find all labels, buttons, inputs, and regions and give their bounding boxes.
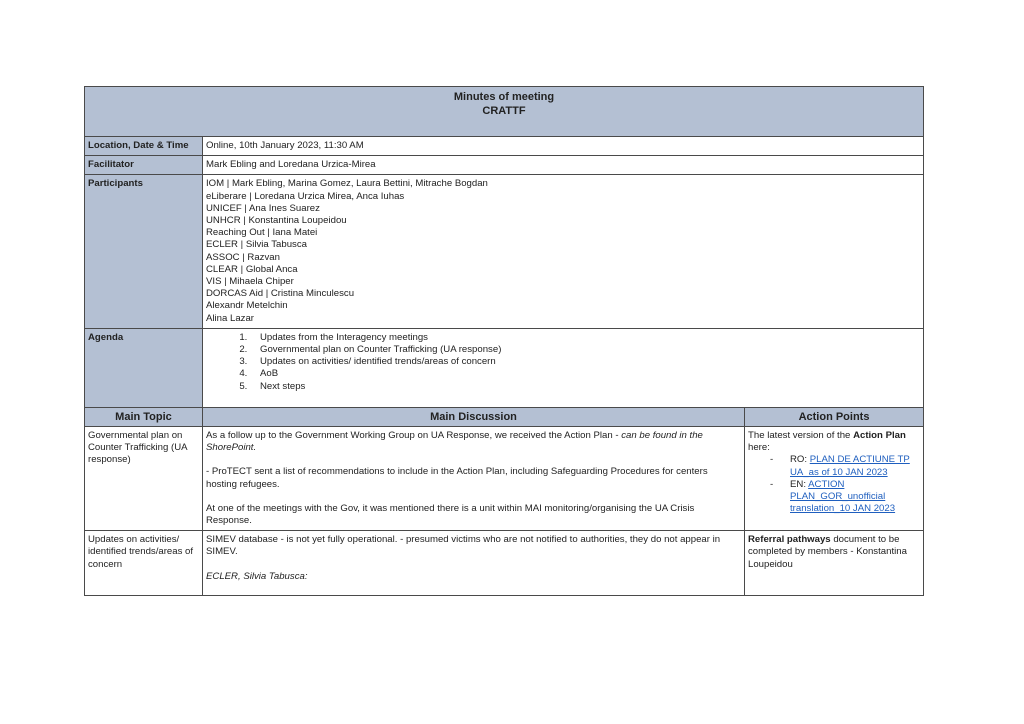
- minutes-table: [84, 86, 924, 596]
- agenda-item: 4. AoB: [250, 368, 920, 380]
- discussion-text: As a follow up to the Government Working Group on UA Response, we received the Action Plan -: [206, 430, 622, 442]
- discussion-italic-note: ECLER, Silvia Tabusca:: [206, 570, 308, 582]
- table-row: [85, 531, 924, 596]
- discussion-paragraph: - ProTECT sent a list of recommendations to include in the Action Plan, including Safeguarding Procedures for centers hosting refugees.: [206, 466, 708, 490]
- col-header-action-points: Action Points: [745, 407, 924, 426]
- topic-cell: Governmental plan on Counter Trafficking (UA response): [85, 427, 203, 531]
- location-row: [85, 137, 924, 156]
- col-header-main-topic: Main Topic: [85, 407, 203, 426]
- action-intro-bold: Action Plan: [853, 430, 906, 442]
- document-title: [85, 87, 924, 137]
- discussion-paragraph: At one of the meetings with the Gov, it was mentioned there is a unit within MAI monitoring/organising the UA Crisis Response.: [206, 502, 695, 527]
- action-link-item: [790, 479, 920, 516]
- link-prefix: EN:: [790, 478, 809, 490]
- discussion-italic-note: can be found in the ShorePoint.: [206, 430, 703, 454]
- action-link-list: [748, 454, 920, 515]
- participant-entry: ECLER | Silvia Tabusca: [206, 239, 307, 251]
- participant-entry: CLEAR | Global Anca: [206, 263, 298, 275]
- action-intro-tail: here:: [748, 442, 770, 454]
- discussion-cell: [203, 427, 745, 531]
- link-prefix: RO:: [790, 454, 810, 466]
- agenda-label: Agenda: [85, 328, 203, 407]
- agenda-list: [206, 332, 920, 393]
- participant-entry: DORCAS Aid | Cristina Minculescu: [206, 288, 355, 300]
- table-row: [85, 427, 924, 531]
- participants-row: [85, 175, 924, 328]
- agenda-row: [85, 328, 924, 407]
- agenda-item: 5. Next steps: [250, 381, 920, 393]
- subtitle-text: CRATTF: [482, 105, 526, 117]
- action-intro: [748, 430, 920, 454]
- column-header-row: [85, 407, 924, 426]
- facilitator-row: [85, 156, 924, 175]
- action-text: document to be completed by members - Konstantina Loupeidou: [748, 534, 907, 570]
- participant-entry: VIS | Mihaela Chiper: [206, 276, 294, 288]
- action-bold: Referral pathways: [748, 534, 831, 546]
- participants-list: [203, 175, 924, 328]
- participant-entry: UNHCR | Konstantina Loupeidou: [206, 215, 347, 227]
- title-row: [85, 87, 924, 137]
- participant-entry: IOM | Mark Ebling, Marina Gomez, Laura Bettini, Mitrache Bogdan: [206, 178, 488, 190]
- action-cell: [745, 427, 924, 531]
- facilitator-value: Mark Ebling and Loredana Urzica-Mirea: [203, 156, 924, 175]
- plan-en-link[interactable]: ACTION PLAN_GOR_unofficial translation_10 JAN 2023: [790, 478, 896, 515]
- participant-entry: UNICEF | Ana Ines Suarez: [206, 202, 320, 214]
- action-cell: [745, 531, 924, 596]
- plan-ro-link[interactable]: PLAN DE ACTIUNE TP UA_as of 10 JAN 2023: [790, 454, 910, 478]
- discussion-cell: [203, 531, 745, 596]
- title-text: Minutes of meeting: [453, 91, 555, 103]
- discussion-paragraph: [206, 571, 741, 583]
- agenda-item: 1. Updates from the Interagency meetings: [250, 332, 920, 344]
- location-label: Location, Date & Time: [85, 137, 203, 156]
- agenda-item: 3. Updates on activities/ identified trends/areas of concern: [250, 356, 920, 368]
- participant-entry: Alina Lazar: [206, 312, 254, 324]
- participant-entry: ASSOC | Razvan: [206, 251, 280, 263]
- participant-entry: eLiberare | Loredana Urzica Mirea, Anca Iuhas: [206, 190, 405, 202]
- participants-label: Participants: [85, 175, 203, 328]
- participant-entry: Alexandr Metelchin: [206, 300, 288, 312]
- agenda-item: 2. Governmental plan on Counter Trafficking (UA response): [250, 344, 920, 356]
- location-value: Online, 10th January 2023, 11:30 AM: [203, 137, 924, 156]
- col-header-main-discussion: Main Discussion: [203, 407, 745, 426]
- action-link-item: [790, 454, 920, 478]
- agenda-cell: [203, 328, 924, 407]
- discussion-paragraph: [206, 430, 741, 454]
- facilitator-label: Facilitator: [85, 156, 203, 175]
- action-intro-text: The latest version of the: [748, 430, 854, 442]
- topic-cell: Updates on activities/ identified trends/areas of concern: [85, 531, 203, 596]
- discussion-paragraph: SIMEV database - is not yet fully operational. - presumed victims who are not notified to authorities, they do not appear in SIMEV.: [206, 534, 721, 558]
- participant-entry: Reaching Out | Iana Matei: [206, 227, 318, 239]
